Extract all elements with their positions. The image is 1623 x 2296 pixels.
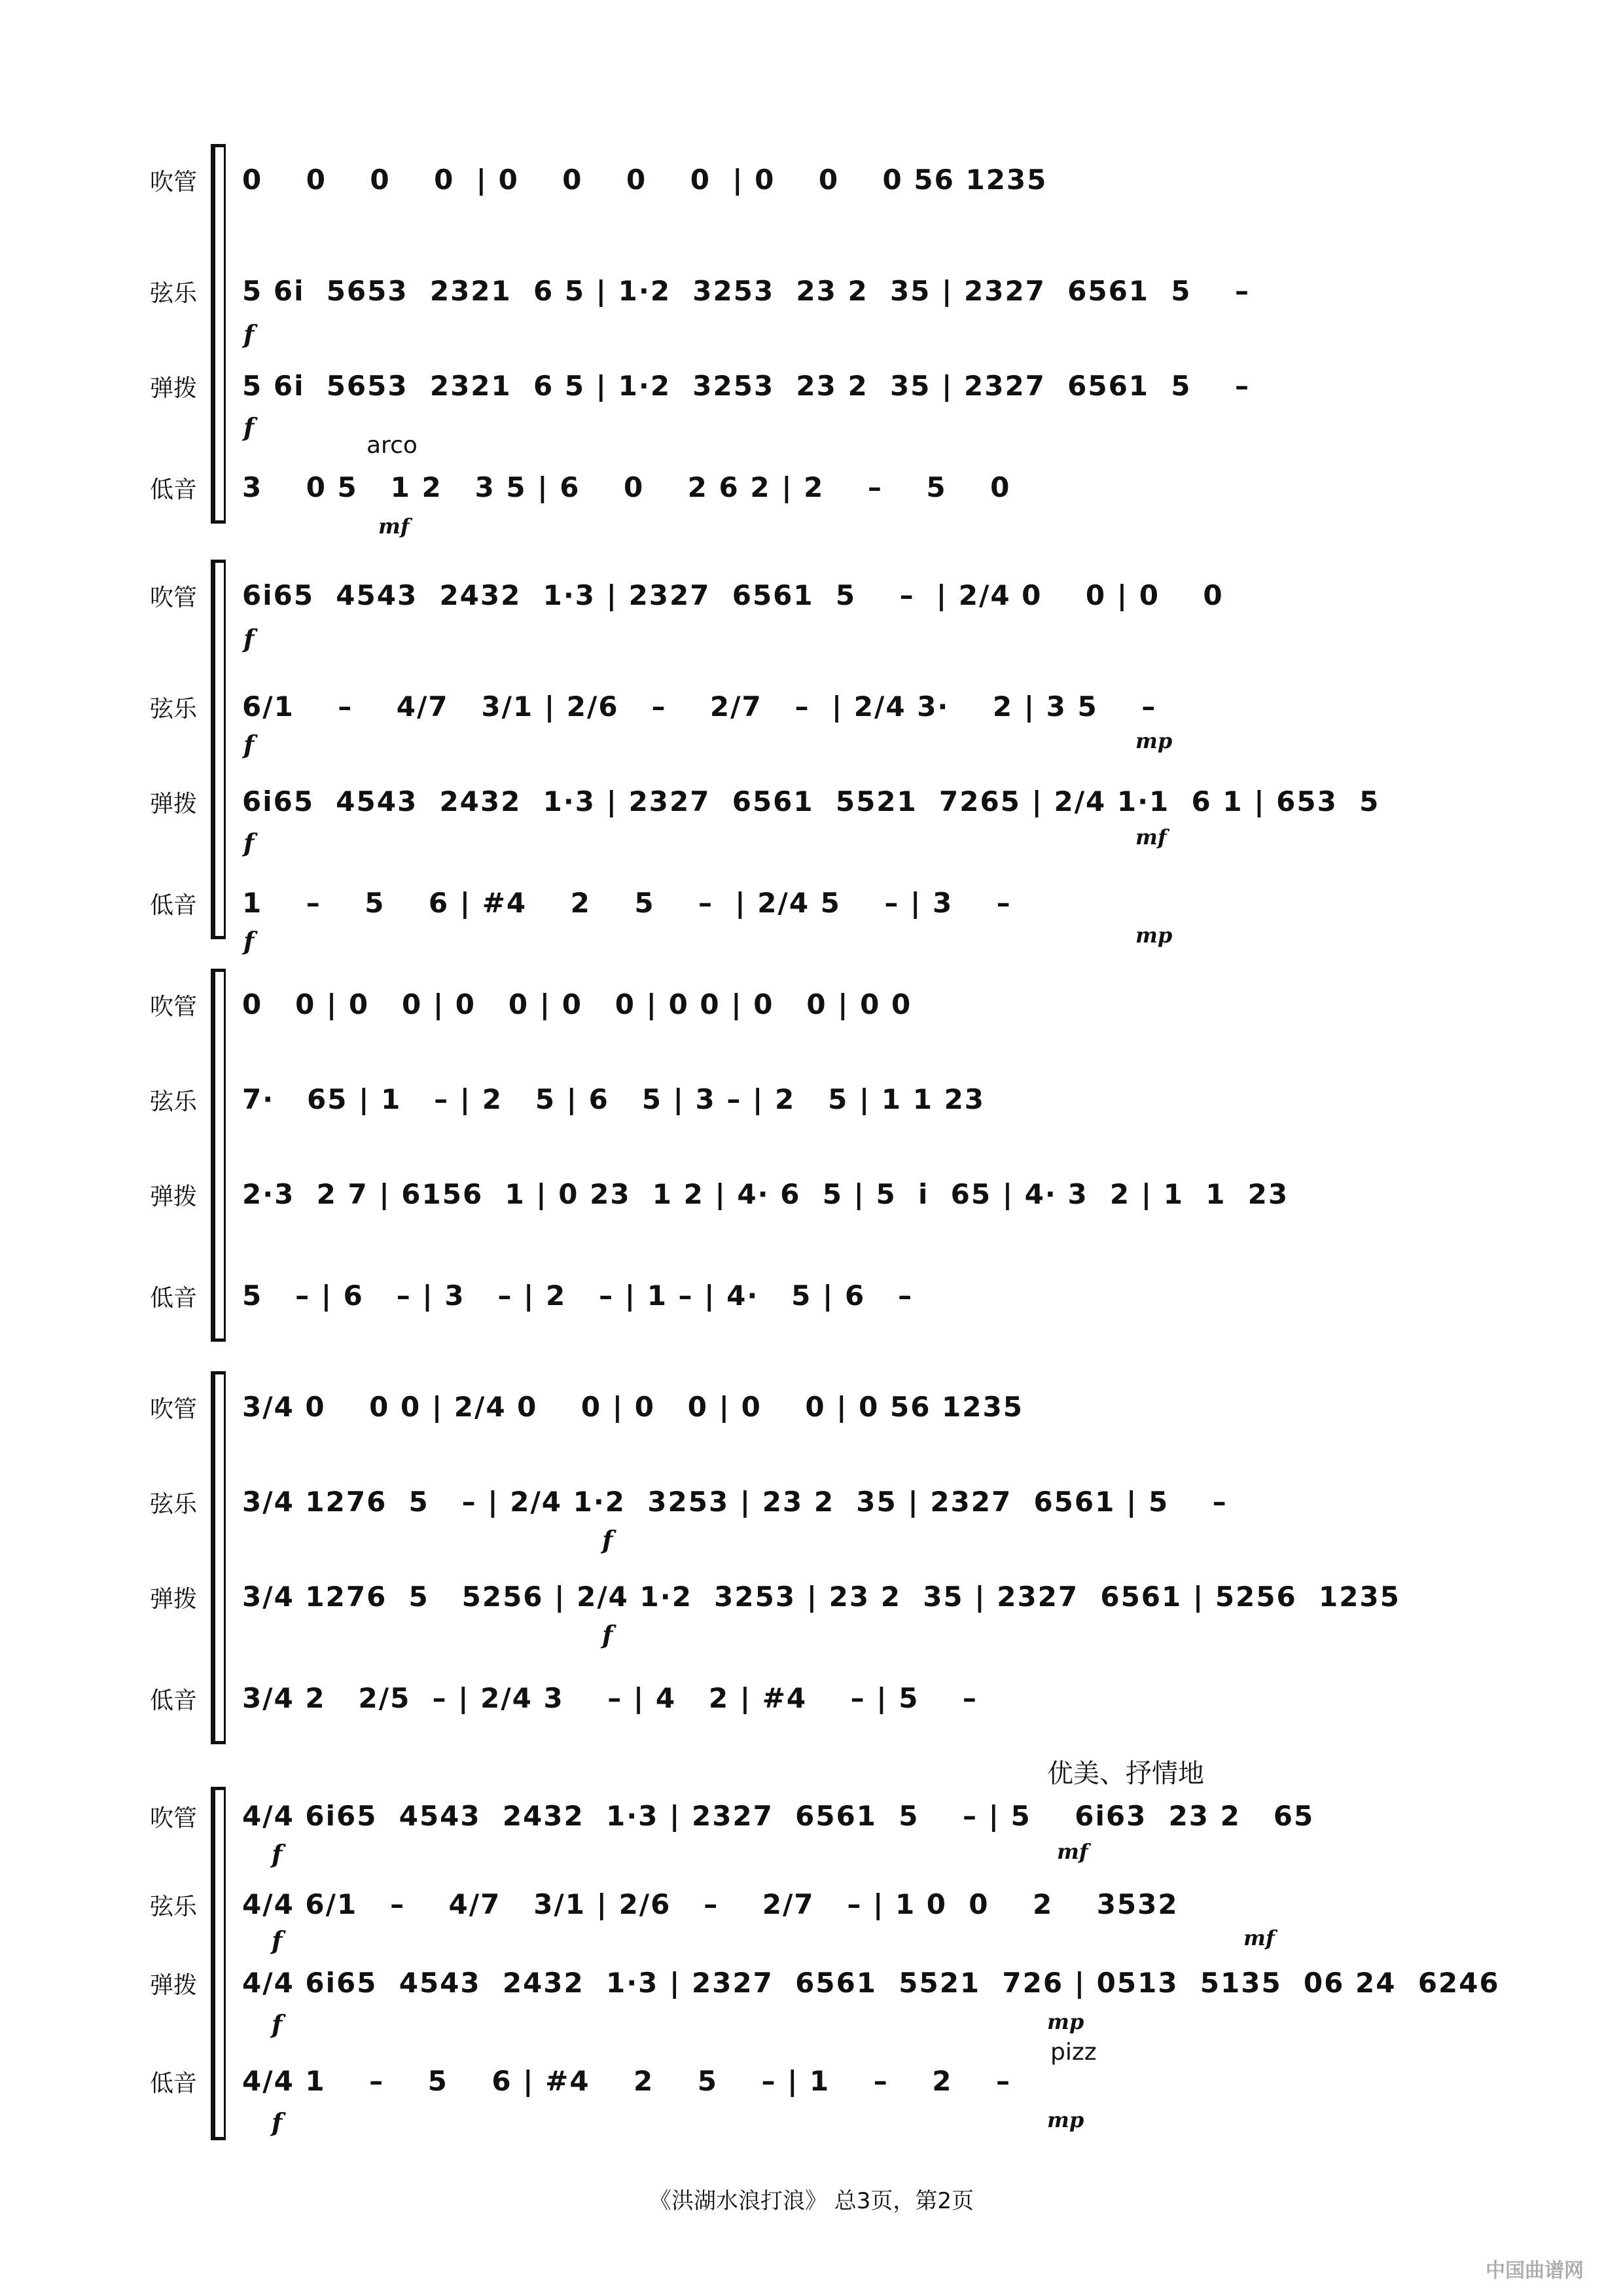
dynamic-mark: mp	[1135, 728, 1173, 753]
staff-notes: 0 0 0 0 | 0 0 0 0 | 0 0 0 56 1235	[242, 164, 1048, 196]
technique-mark: pizz	[1050, 2039, 1097, 2066]
staff-notes: 3/4 1276 5 5256 | 2/4 1·2 3253 | 23 2 35 | 2327 6561 | 5256 1235	[242, 1581, 1400, 1613]
instrument-label: 吹管	[149, 169, 197, 196]
staff-notes: 6i65 4543 2432 1·3 | 2327 6561 5521 7265 | 2/4 1·1 6 1 | 653 5	[242, 785, 1380, 817]
instrument-label: 弦乐	[149, 280, 197, 307]
dynamic-mark: f	[243, 412, 255, 442]
tempo-marking: 优美、抒情地	[1047, 1759, 1204, 1789]
instrument-label: 低音	[149, 476, 197, 503]
instrument-label: 吹管	[149, 1805, 197, 1832]
staff-notes: 3/4 2 2/5 – | 2/4 3 – | 4 2 | #4 – | 5 –	[242, 1682, 978, 1714]
staff-notes: 0 0 | 0 0 | 0 0 | 0 0 | 0 0 | 0 0 | 0 0	[242, 988, 912, 1020]
instrument-label: 弹拨	[149, 1586, 197, 1613]
watermark-logo: 中国曲谱网	[1486, 2259, 1584, 2282]
instrument-label: 吹管	[149, 584, 197, 611]
dynamic-mark: f	[272, 2108, 283, 2137]
instrument-label: 吹管	[149, 1396, 197, 1423]
instrument-label: 弹拨	[149, 1972, 197, 1999]
instrument-label: 弦乐	[149, 696, 197, 723]
instrument-label: 低音	[149, 1687, 197, 1714]
instrument-label: 弹拨	[149, 791, 197, 817]
dynamic-mark: f	[243, 926, 255, 956]
staff-notes: 5 – | 6 – | 3 – | 2 – | 1 – | 4· 5 | 6 –	[242, 1280, 914, 1312]
instrument-label: 弦乐	[149, 1491, 197, 1518]
dynamic-mark: f	[602, 1525, 613, 1554]
dynamic-mark: mf	[1243, 1926, 1275, 1950]
technique-mark: arco	[366, 432, 418, 459]
staff-notes: 6/1 – 4/7 3/1 | 2/6 – 2/7 – | 2/4 3· 2 | 3 5 –	[242, 691, 1157, 723]
dynamic-mark: f	[602, 1620, 613, 1649]
system-1	[0, 144, 1623, 539]
dynamic-mark: f	[243, 319, 255, 349]
instrument-label: 弹拨	[149, 375, 197, 402]
staff-notes: 4/4 6/1 – 4/7 3/1 | 2/6 – 2/7 – | 1 0 0 2 3532	[242, 1888, 1179, 1920]
instrument-label: 低音	[149, 2070, 197, 2097]
staff-notes: 4/4 6i65 4543 2432 1·3 | 2327 6561 5521 726 | 0513 5135 06 24 6246	[242, 1967, 1500, 1999]
staff-notes: 4/4 1 – 5 6 | #4 2 5 – | 1 – 2 –	[242, 2065, 1011, 2097]
system-2	[0, 560, 1623, 956]
dynamic-mark: mf	[1057, 1839, 1088, 1864]
system-5	[0, 1759, 1623, 2147]
staff-notes: 3/4 1276 5 – | 2/4 1·2 3253 | 23 2 35 | 2327 6561 | 5 –	[242, 1486, 1228, 1518]
dynamic-mark: mp	[1135, 923, 1173, 948]
dynamic-mark: mf	[378, 514, 410, 539]
dynamic-mark: mf	[1135, 825, 1167, 850]
instrument-label: 弹拨	[149, 1183, 197, 1210]
instrument-label: 低音	[149, 1285, 197, 1312]
staff-notes: 5 6i 5653 2321 6 5 | 1·2 3253 23 2 35 | 2327 6561 5 –	[242, 275, 1250, 307]
staff-notes: 3 0 5 1 2 3 5 | 6 0 2 6 2 | 2 – 5 0	[242, 471, 1011, 503]
dynamic-mark: f	[243, 730, 255, 759]
staff-notes: 5 6i 5653 2321 6 5 | 1·2 3253 23 2 35 | 2327 6561 5 –	[242, 370, 1250, 402]
system-4	[0, 1371, 1623, 1751]
dynamic-mark: f	[272, 1926, 283, 1955]
dynamic-mark: mp	[1047, 2009, 1084, 2034]
instrument-label: 吹管	[149, 994, 197, 1020]
system-3	[0, 969, 1623, 1348]
staff-notes: 2·3 2 7 | 6156 1 | 0 23 1 2 | 4· 6 5 | 5 i 65 | 4· 3 2 | 1 1 23	[242, 1178, 1289, 1210]
instrument-label: 弦乐	[149, 1893, 197, 1920]
dynamic-mark: f	[272, 1839, 283, 1869]
dynamic-mark: mp	[1047, 2108, 1084, 2132]
staff-notes: 7· 65 | 1 – | 2 5 | 6 5 | 3 – | 2 5 | 1 1 23	[242, 1083, 986, 1115]
dynamic-mark: f	[243, 828, 255, 857]
staff-notes: 1 – 5 6 | #4 2 5 – | 2/4 5 – | 3 –	[242, 887, 1012, 919]
staff-notes: 6i65 4543 2432 1·3 | 2327 6561 5 – | 2/4 0 0 | 0 0	[242, 579, 1224, 611]
instrument-label: 弦乐	[149, 1088, 197, 1115]
dynamic-mark: f	[243, 624, 255, 653]
dynamic-mark: f	[272, 2009, 283, 2039]
staff-notes: 4/4 6i65 4543 2432 1·3 | 2327 6561 5 – | 5 6i63 23 2 65	[242, 1800, 1315, 1832]
staff-notes: 3/4 0 0 0 | 2/4 0 0 | 0 0 | 0 0 | 0 56 1235	[242, 1391, 1024, 1423]
page-footer: 《洪湖水浪打浪》 总3页，第2页	[649, 2188, 974, 2214]
instrument-label: 低音	[149, 892, 197, 919]
